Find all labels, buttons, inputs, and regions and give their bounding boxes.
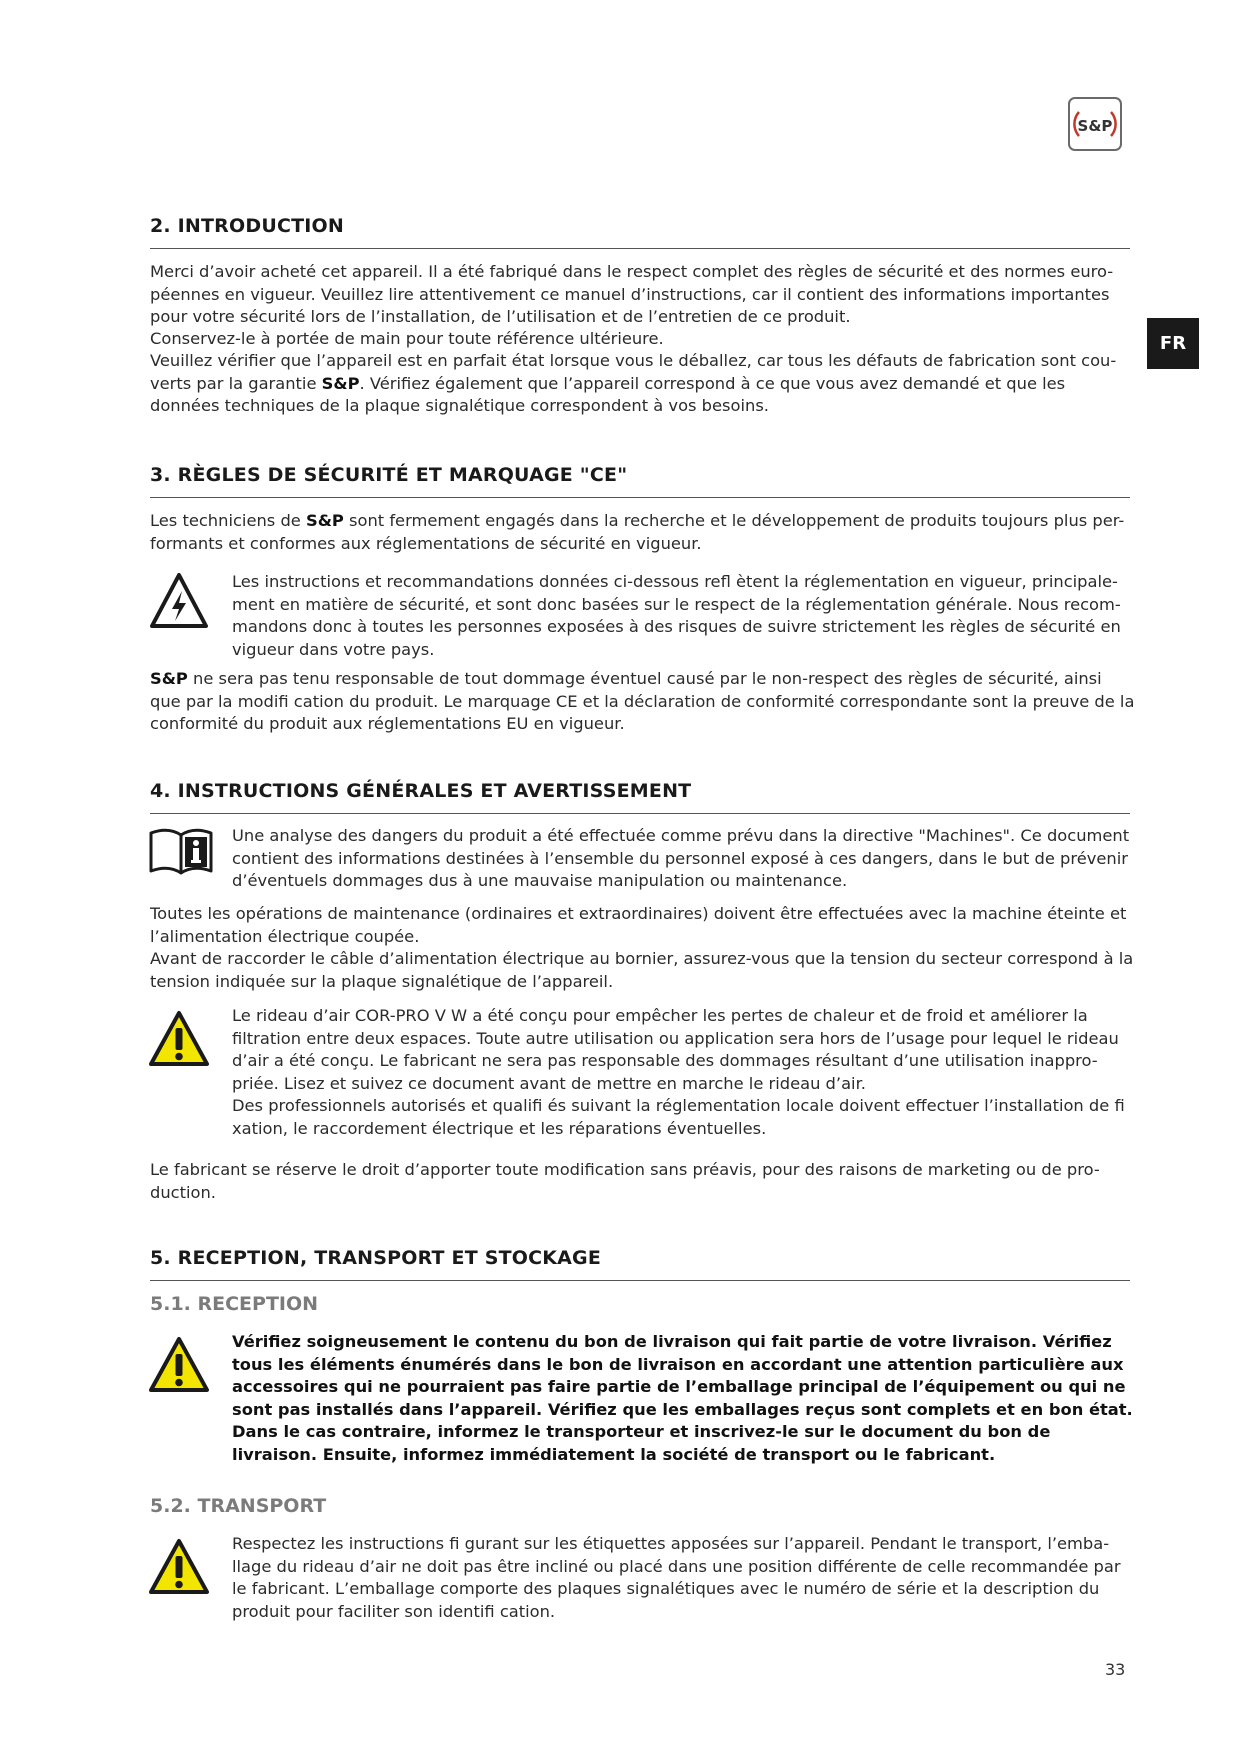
- warning-icon: [147, 1335, 211, 1395]
- general-warning-text-2: Des professionnels autorisés et qualifi és suivant la réglementation locale doivent effectuer l’installation de fi xation, le raccordement électrique et les réparations éventuelles.: [232, 1096, 1125, 1138]
- sp-logo: [1067, 96, 1123, 152]
- manual-info-icon: [148, 827, 214, 875]
- safety-closing-brand: S&P: [150, 669, 188, 688]
- subsection-title-transport: 5.2. TRANSPORT: [150, 1495, 327, 1517]
- safety-closing-text: ne sera pas tenu responsable de tout dommage éventuel causé par le non-respect des règles de sécurité, ainsi que par la modifi cation du produit. Le marquage CE et la déclaration de conformité correspondante sont la preuve de la conformité du produit aux réglementations EU en vigueur.: [150, 669, 1135, 733]
- intro-paragraph-3: [150, 350, 1135, 418]
- general-maintenance-text: Toutes les opérations de maintenance (ordinaires et extraordinaires) doivent être effectuées avec la machine éteinte et l’alimentation électrique coupée.: [150, 904, 1127, 946]
- warning-icon: [147, 1537, 211, 1597]
- electrical-hazard-icon: [148, 571, 210, 631]
- safety-intro: [150, 510, 1135, 555]
- general-cable-text: Avant de raccorder le câble d’alimentation électrique au bornier, assurez-vous que la tension du secteur correspond à la tension indiquée sur la plaque signalétique de l’appareil.: [150, 949, 1134, 991]
- section-title-introduction: 2. INTRODUCTION: [150, 214, 1130, 249]
- transport-text: Respectez les instructions fi gurant sur les étiquettes apposées sur l’appareil. Pendant le transport, l’emba-llage du rideau d’air ne doit pas être incliné ou placé dans une position différente de celle recommandée par le fabricant. L’emballage comporte des plaques signalétiques avec le numéro de série et la description du produit pour faciliter son identifi cation.: [232, 1534, 1121, 1621]
- safety-intro-suffix: sont fermement engagés dans la recherche et le développement de produits toujours plus per-formants et conformes aux réglementations de sécurité en vigueur.: [150, 511, 1125, 553]
- intro-paragraph-2: Conservez-le à portée de main pour toute référence ultérieure.: [150, 329, 664, 348]
- general-closing-text: Le fabricant se réserve le droit d’apporter toute modification sans préavis, pour des raisons de marketing ou de pro-duction.: [150, 1160, 1100, 1202]
- reception-text: Vérifiez soigneusement le contenu du bon de livraison qui fait partie de votre livraison. Vérifiez tous les éléments énumérés dans le bon de livraison en accordant une attention particulière aux accessoires qui ne pourraient pas faire partie de l’emballage principal de l’équipement ou qui ne sont pas installés dans l’appareil. Vérifiez que les emballages reçus sont complets et en bon état. Dans le cas contraire, informez le transporteur et inscrivez-le sur le document du bon de livraison. Ensuite, informez immédiatement la société de transport ou le fabricant.: [232, 1332, 1133, 1464]
- section-title-general: 4. INSTRUCTIONS GÉNÉRALES ET AVERTISSEMENT: [150, 779, 1130, 814]
- intro-paragraph-3-b: . Vérifiez également que l’appareil correspond à ce que vous avez demandé et que les données techniques de la plaque signalétique correspondent à vos besoins.: [150, 373, 1066, 415]
- subsection-title-reception: 5.1. RECEPTION: [150, 1293, 319, 1315]
- logo-text: S&P: [1077, 117, 1113, 135]
- safety-brand: S&P: [305, 511, 344, 530]
- language-tab: FR: [1147, 318, 1199, 369]
- intro-paragraph-1: Merci d’avoir acheté cet appareil. Il a été fabriqué dans le respect complet des règles de sécurité et des normes euro-péennes en vigueur. Veuillez lire attentivement ce manuel d’instructions, car il contient des informations importantes pour votre sécurité lors de l’installation, de l’utilisation et de l’entretien de ce produit.: [150, 262, 1114, 326]
- intro-brand: S&P: [321, 373, 360, 393]
- page-number: 33: [1105, 1660, 1126, 1679]
- general-manual-text: Une analyse des dangers du produit a été effectuée comme prévu dans la directive "Machines". Ce document contient des informations destinées à l’ensemble du personnel exposé à ces dangers, dans le but de prévenir d’éventuels dommages dus à une mauvaise manipulation ou maintenance.: [232, 826, 1130, 890]
- warning-icon: [147, 1009, 211, 1069]
- section-title-reception: 5. RECEPTION, TRANSPORT ET STOCKAGE: [150, 1246, 1130, 1281]
- general-warning-text-1: Le rideau d’air COR-PRO V W a été conçu pour empêcher les pertes de chaleur et de froid et améliorer la filtration entre deux espaces. Toute autre utilisation ou application sera hors de l’usage pour lequel le rideau d’air a été conçu. Le fabricant ne sera pas responsable des dommages résultant d’une utilisation inappro-priée. Lisez et suivez ce document avant de mettre en marche le rideau d’air.: [232, 1006, 1119, 1093]
- safety-warning-text: Les instructions et recommandations données ci-dessous refl ètent la réglementation en vigueur, principale-ment en matière de sécurité, et sont donc basées sur le respect de la réglementation générale. Nous recom-mandons donc à toutes les personnes exposées à des risques de suivre strictement les règles de sécurité en vigueur dans votre pays.: [232, 572, 1121, 659]
- safety-intro-prefix: Les techniciens de: [150, 511, 306, 530]
- intro-paragraph-3-a: Veuillez vérifier que l’appareil est en parfait état lorsque vous le déballez, car tous les défauts de fabrication sont cou-verts par la garantie: [150, 351, 1117, 393]
- safety-closing: [150, 668, 1135, 736]
- section-title-safety: 3. RÈGLES DE SÉCURITÉ ET MARQUAGE "CE": [150, 463, 1130, 498]
